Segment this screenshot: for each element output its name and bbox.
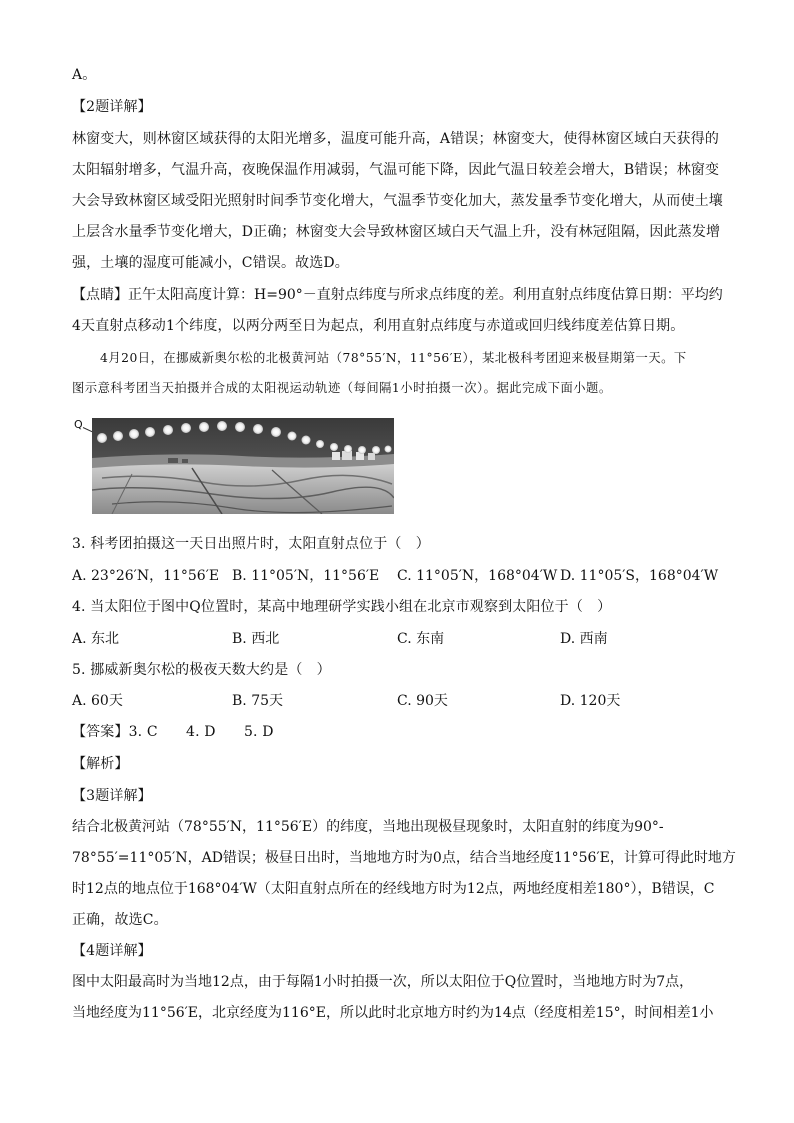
q5-option-b: B. 75天 xyxy=(232,693,284,709)
section-heading: 【2题详解】 xyxy=(72,99,152,115)
text-line: 时12点的地点位于168°04′W（太阳直射点所在的经线地方时为12点，两地经度相差180°），B错误，C xyxy=(72,881,715,897)
text-line: 太阳辐射增多，气温升高，夜晚保温作用减弱，气温可能下降，因此气温日较差会增大，B错误；林窗变 xyxy=(72,162,720,178)
q5-option-a: A. 60天 xyxy=(72,693,123,709)
q4-option-a: A. 东北 xyxy=(72,631,120,647)
text-line: 4天直射点移动1个纬度，以两分两至日为起点，利用直射点纬度与赤道或回归线纬度差估算日期。 xyxy=(72,318,685,334)
text-line: 结合北极黄河站（78°55′N，11°56′E）的纬度，当地出现极昼现象时，太阳直射的纬度为90°- xyxy=(72,819,664,835)
tip-text: 正午太阳高度计算：H=90°－直射点纬度与所求点纬度的差。利用直射点纬度估算日期：平均约 xyxy=(128,287,723,303)
question-5: 5. 挪威新奥尔松的极夜天数大约是（ ） xyxy=(72,662,331,678)
q4-option-d: D. 西南 xyxy=(560,631,608,647)
text-line: 林窗变大，则林窗区域获得的太阳光增多，温度可能升高，A错误；林窗变大，使得林窗区域白天获得的 xyxy=(72,131,720,147)
q4-option-c: C. 东南 xyxy=(397,631,445,647)
q4-option-b: B. 西北 xyxy=(232,631,280,647)
q3-option-c: C. 11°05′N，168°04′W xyxy=(397,568,558,584)
tip-line xyxy=(72,285,722,305)
material-line: 图示意科考团当天拍摄并合成的太阳视运动轨迹（每间隔1小时拍摄一次）。据此完成下面小题。 xyxy=(72,381,612,395)
q5-option-c: C. 90天 xyxy=(397,693,448,709)
sun-path-image xyxy=(92,418,394,514)
section-heading: 【3题详解】 xyxy=(72,788,152,804)
text-line: 图中太阳最高时为当地12点，由于每隔1小时拍摄一次，所以太阳位于Q位置时，当地地方时为7点， xyxy=(72,974,694,990)
q3-option-d: D. 11°05′S，168°04′W xyxy=(560,568,719,584)
answer-text: 3. C 4. D 5. D xyxy=(128,724,274,740)
section-heading: 【4题详解】 xyxy=(72,943,152,959)
answer-line xyxy=(72,722,722,742)
text-line: 78°55′=11°05′N，AD错误；极昼日出时，当地地方时为0点，结合当地经度11°56′E，计算可得此时地方 xyxy=(72,850,736,866)
text-line: 正确，故选C。 xyxy=(72,912,168,928)
analysis-heading: 【解析】 xyxy=(72,756,129,772)
answer-label: 【答案】 xyxy=(72,724,129,740)
question-4: 4. 当太阳位于图中Q位置时，某高中地理研学实践小组在北京市观察到太阳位于（ ） xyxy=(72,599,612,615)
material-line: 4月20日，在挪威新奥尔松的北极黄河站（78°55′N，11°56′E），某北极科考团迎来极昼期第一天。下 xyxy=(100,351,687,365)
q3-option-b: B. 11°05′N，11°56′E xyxy=(232,568,380,584)
tip-label: 【点睛】 xyxy=(72,287,128,303)
sun-path-photo xyxy=(92,418,394,514)
figure-label-q: Q xyxy=(74,418,83,431)
text-line: 大会导致林窗区域受阳光照射时间季节变化增大，气温季节变化加大，蒸发量季节变化增大，从而使土壤 xyxy=(72,193,723,209)
question-3: 3. 科考团拍摄这一天日出照片时，太阳直射点位于（ ） xyxy=(72,536,430,552)
text-line: 上层含水量季节变化增大，D正确；林窗变大会导致林窗区域白天气温上升，没有林冠阻隔，因此蒸发增 xyxy=(72,224,721,240)
text-line: A。 xyxy=(72,67,97,83)
text-line: 强，土壤的湿度可能减小，C错误。故选D。 xyxy=(72,255,349,271)
text-line: 当地经度为11°56′E，北京经度为116°E，所以此时北京地方时约为14点（经度相差15°，时间相差1小 xyxy=(72,1005,714,1021)
q3-option-a: A. 23°26′N，11°56′E xyxy=(72,568,220,584)
q5-option-d: D. 120天 xyxy=(560,693,621,709)
